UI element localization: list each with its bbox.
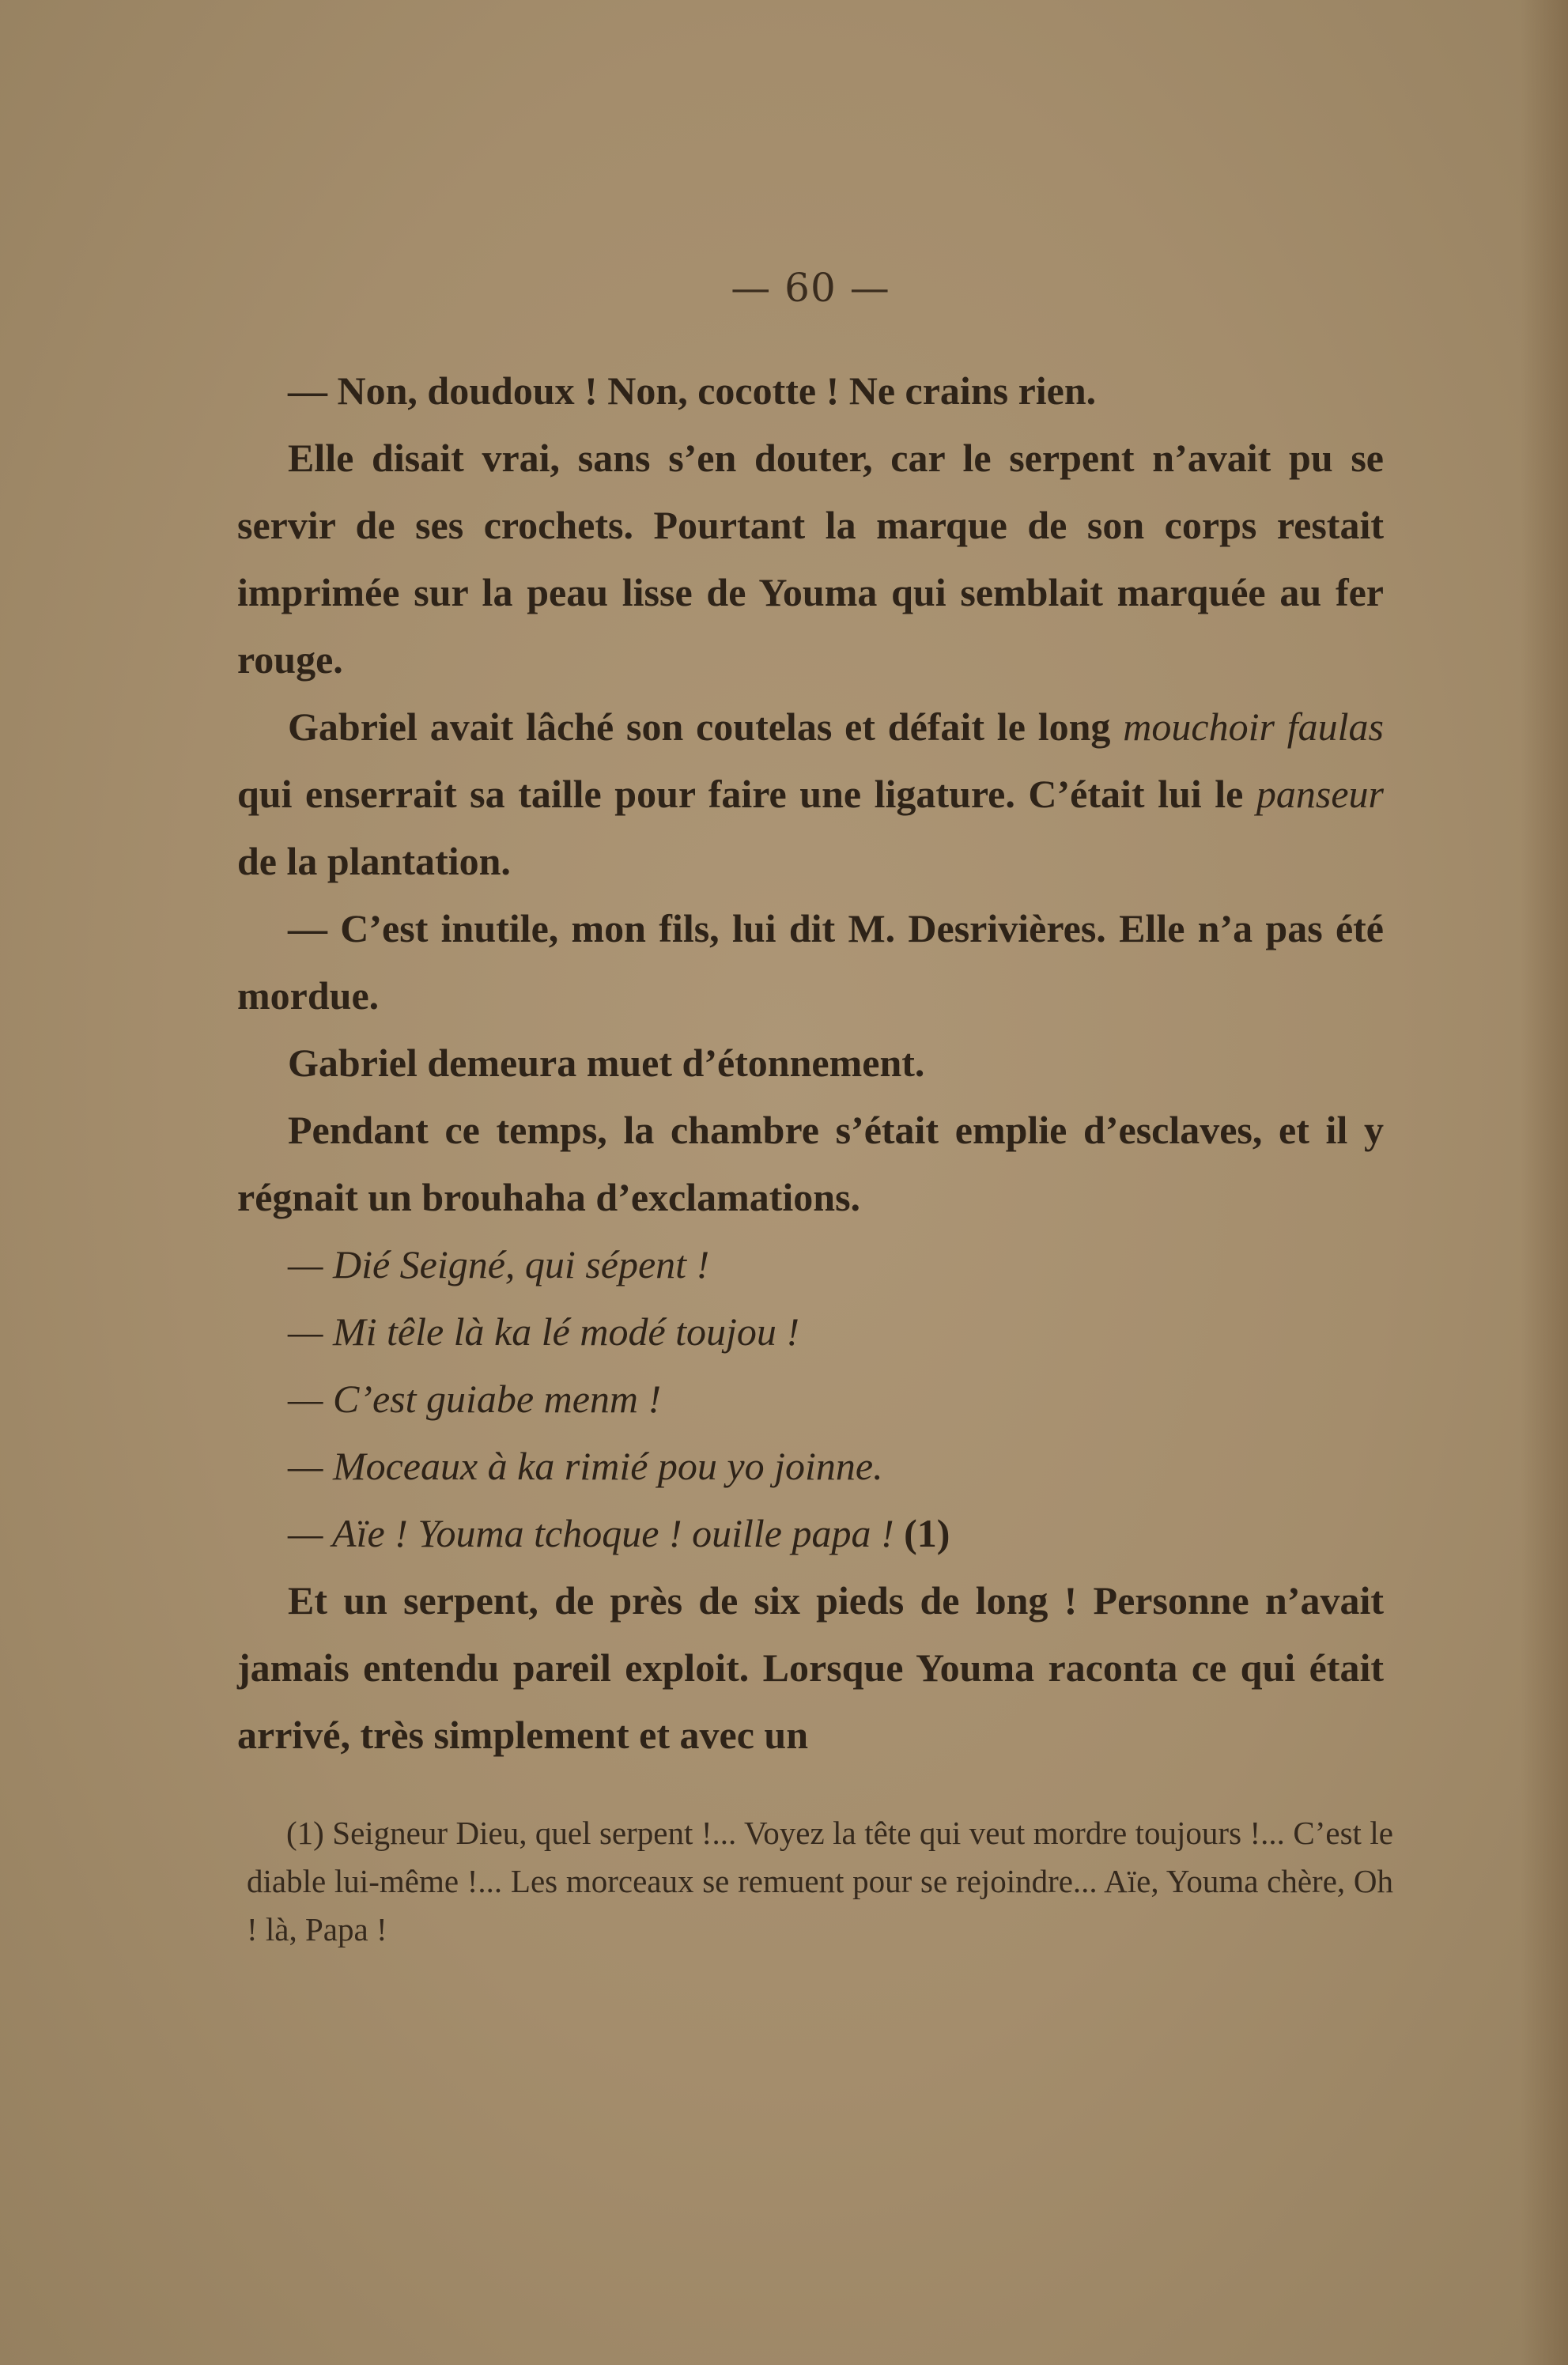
footnote-1: (1) Seigneur Dieu, quel serpent !... Voyez la tête qui veut mordre toujours !... C’est le diable lui-même !... Les morceaux se remuent pour se rejoindre... Aïe, Youma chère, Oh ! là, Papa ! [247,1815,1393,1948]
paragraph-3-part-3: qui enserrait sa taille pour faire une ligature. C’était lui le [237,772,1256,816]
paragraph-2: Elle disait vrai, sans s’en douter, car le serpent n’avait pu se servir de ses crochets. Pourtant la marque de son corps restait imprimée sur la peau lisse de Youma qui semblait marquée au fer rouge. [237,436,1384,682]
body-text [237,357,1384,1769]
paragraph-6: Pendant ce temps, la chambre s’était emplie d’esclaves, et il y régnait un brouhaha d’exclamations. [237,1108,1384,1219]
footnotes [247,1809,1393,1954]
paragraph-5: Gabriel demeura muet d’étonnement. [288,1041,925,1085]
paragraph-7: Et un serpent, de près de six pieds de long ! Personne n’avait jamais entendu pareil exploit. Lorsque Youma raconta ce qui était arrivé, très simplement et avec un [237,1578,1384,1757]
creole-line-3: — C’est guiabe menm ! [288,1377,662,1421]
creole-line-4: — Moceaux à ka rimié pou yo joinne. [288,1444,883,1488]
footnote-reference: (1) [904,1511,950,1555]
paragraph-3 [237,693,1384,895]
page-number: — 60 — [731,265,890,311]
paragraph-3-part-5: de la plantation. [237,839,511,883]
creole-line-1: — Dié Seigné, qui sépent ! [288,1242,710,1286]
creole-line-5-text: — Aïe ! Youma tchoque ! ouille papa ! [288,1511,894,1555]
italic-term-mouchoir-faulas: mouchoir faulas [1123,705,1384,749]
paragraph-4: — C’est inutile, mon fils, lui dit M. Desrivières. Elle n’a pas été mordue. [237,906,1384,1018]
creole-line-5 [237,1500,1384,1567]
italic-term-panseur: panseur [1256,772,1384,816]
paragraph-3-part-1: Gabriel avait lâché son coutelas et défait le long [288,705,1124,749]
paragraph-1: — Non, doudoux ! Non, cocotte ! Ne crains rien. [288,368,1097,413]
creole-line-2: — Mi têle là ka lé modé toujou ! [288,1309,800,1354]
